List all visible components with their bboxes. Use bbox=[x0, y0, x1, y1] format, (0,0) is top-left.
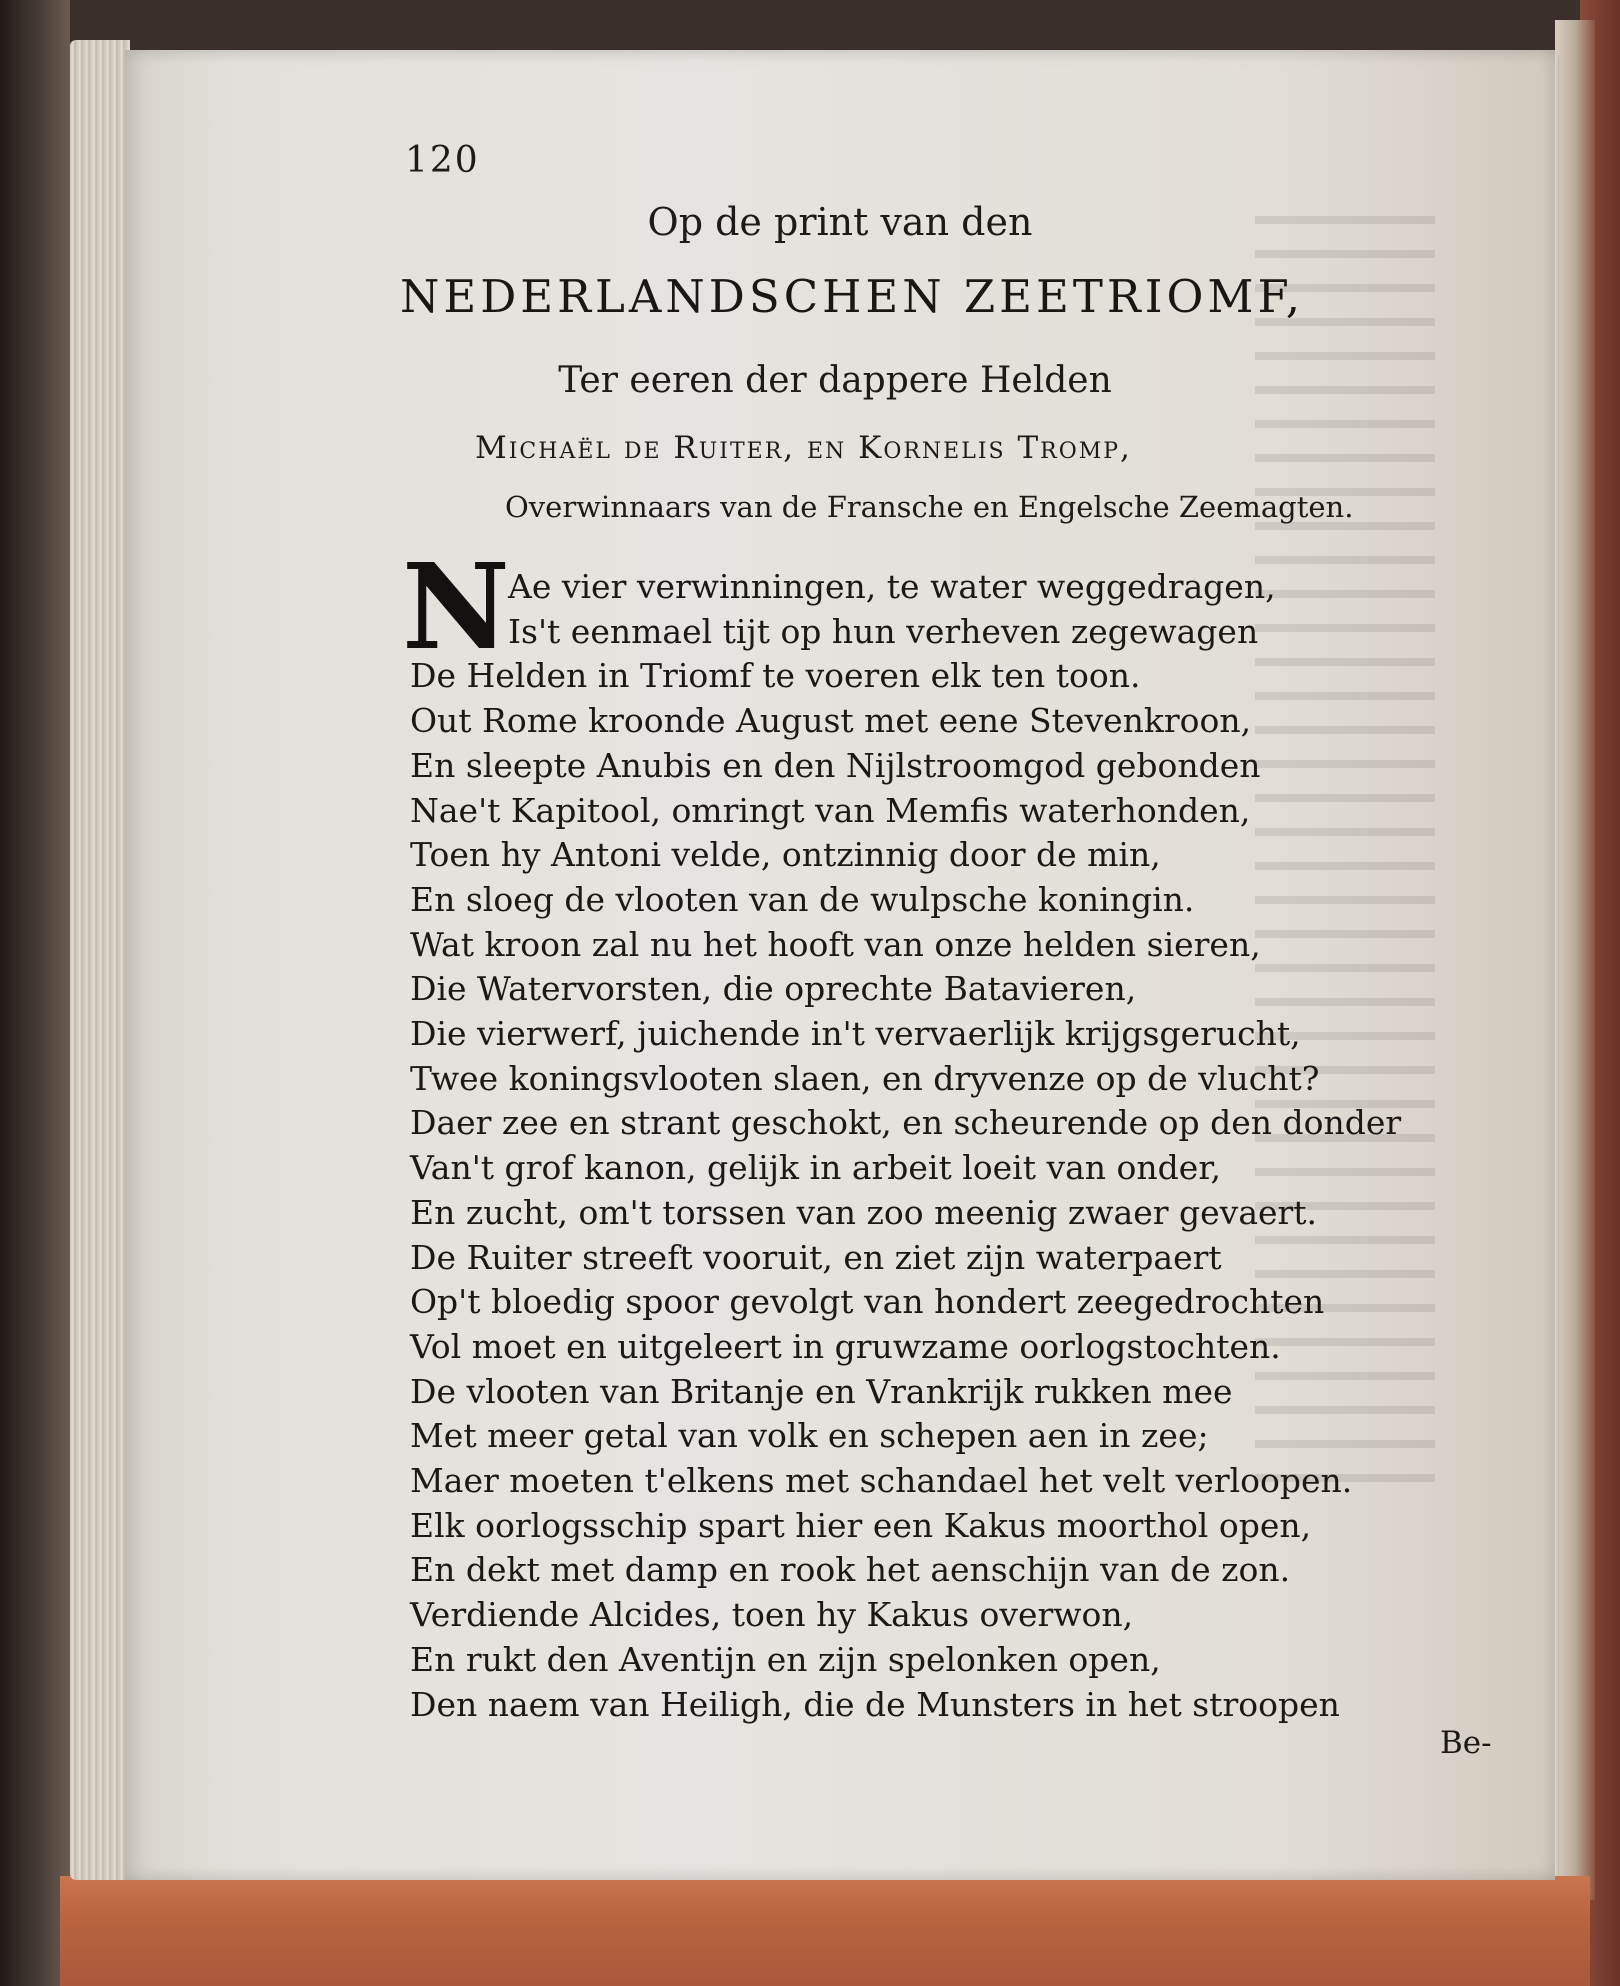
poem-line: Van't grof kanon, gelijk in arbeit loeit van onder, bbox=[410, 1148, 1221, 1188]
poem-line: Den naem van Heiligh, die de Munsters in het stroopen bbox=[410, 1684, 1340, 1724]
poem-line: Twee koningsvlooten slaen, en dryvenze op de vlucht? bbox=[410, 1058, 1320, 1098]
book-cover-bottom bbox=[60, 1876, 1590, 1986]
heading-subtitle: Overwinnaars van de Fransche en Engelsche Zeemagten. bbox=[505, 490, 1354, 524]
poem-line: En sleepte Anubis en den Nijlstroomgod gebonden bbox=[410, 745, 1261, 785]
poem-line: Is't eenmael tijt op hun verheven zegewagen bbox=[508, 611, 1259, 651]
poem-line: Met meer getal van volk en schepen aen in zee; bbox=[410, 1416, 1209, 1456]
poem-line: Wat kroon zal nu het hooft van onze helden sieren, bbox=[410, 924, 1261, 964]
poem-line: Daer zee en strant geschokt, en scheurende op den donder bbox=[410, 1103, 1402, 1143]
drop-cap: N bbox=[402, 537, 510, 676]
page-number: 120 bbox=[405, 140, 480, 181]
poem-line: Die Watervorsten, die oprechte Batavieren, bbox=[410, 969, 1137, 1009]
heading-line-3: Ter eeren der dappere Helden bbox=[558, 360, 1112, 401]
poem-line: Maer moeten t'elkens met schandael het velt verloopen. bbox=[410, 1461, 1353, 1501]
catchword: Be- bbox=[1440, 1725, 1492, 1761]
table-surface-left bbox=[0, 0, 70, 1986]
heading-title: NEDERLANDSCHEN ZEETRIOMF, bbox=[400, 270, 1305, 323]
poem-text bbox=[410, 565, 1530, 1727]
book-cover-edge bbox=[1555, 20, 1595, 1900]
poem-line: En sloeg de vlooten van de wulpsche koningin. bbox=[410, 879, 1195, 919]
poem-line: Op't bloedig spoor gevolgt van hondert zeegedrochten bbox=[410, 1282, 1325, 1322]
poem-line: En rukt den Aventijn en zijn spelonken open, bbox=[410, 1639, 1161, 1679]
heading-line-1: Op de print van den bbox=[647, 200, 1033, 244]
heading-heroes: Michaël de Ruiter, en Kornelis Tromp, bbox=[475, 430, 1132, 466]
poem-line: En dekt met damp en rook het aenschijn van de zon. bbox=[410, 1550, 1291, 1590]
poem-line: Toen hy Antoni velde, ontzinnig door de min, bbox=[410, 835, 1161, 875]
poem-line: En zucht, om't torssen van zoo meenig zwaer gevaert. bbox=[410, 1192, 1318, 1232]
poem-line: Out Rome kroonde August met eene Stevenkroon, bbox=[410, 701, 1252, 741]
poem-line: De vlooten van Britanje en Vrankrijk rukken mee bbox=[410, 1371, 1233, 1411]
poem-line: Elk oorlogsschip spart hier een Kakus moorthol open, bbox=[410, 1505, 1312, 1545]
poem-line: Die vierwerf, juichende in't vervaerlijk krijgsgerucht, bbox=[410, 1014, 1301, 1054]
poem-line: De Helden in Triomf te voeren elk ten toon. bbox=[410, 656, 1141, 696]
poem-line: Vol moet en uitgeleert in gruwzame oorlogstochten. bbox=[410, 1326, 1281, 1366]
page-edges-left bbox=[70, 40, 130, 1880]
poem-line: Ae vier verwinningen, te water weggedragen, bbox=[508, 567, 1276, 606]
poem-line: De Ruiter streeft vooruit, en ziet zijn waterpaert bbox=[410, 1237, 1222, 1277]
poem-line: Nae't Kapitool, omringt van Memfis waterhonden, bbox=[410, 790, 1251, 830]
poem-line: Verdiende Alcides, toen hy Kakus overwon, bbox=[410, 1595, 1134, 1635]
